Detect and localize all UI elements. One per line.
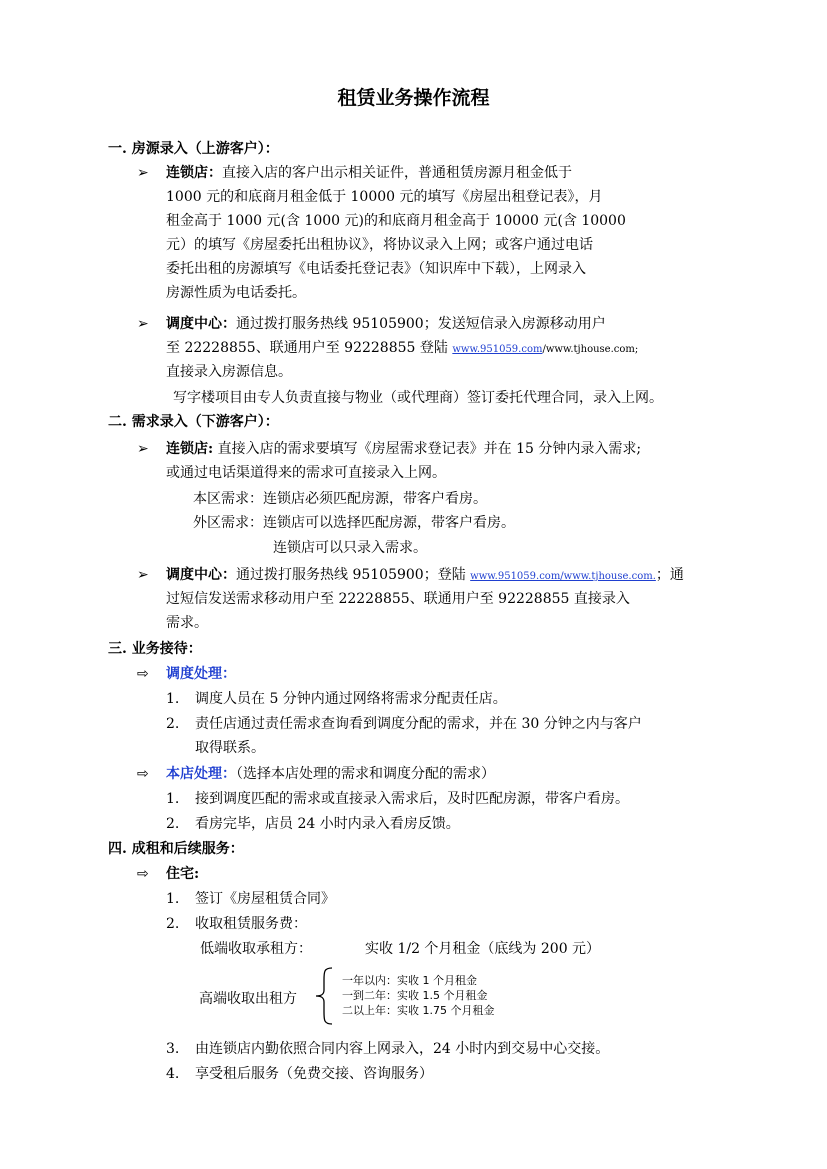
s4-low-label: 低端收取承租方： xyxy=(200,941,312,957)
s4-i4-text: 享受租后服务（免费交接、咨询服务） xyxy=(195,1066,433,1082)
s2-local-demand: 本区需求：连锁店必须匹配房源，带客户看房。 xyxy=(193,491,487,507)
s2-outer-demand-2: 连锁店可以只录入需求。 xyxy=(273,540,427,556)
s3-store-label: 本店处理： xyxy=(166,766,236,782)
s1-note: 写字楼项目由专人负责直接与物业（或代理商）签订委托代理合同，录入上网。 xyxy=(173,390,663,406)
s3-store-line xyxy=(166,762,495,786)
site-link-tjhouse[interactable]: /www.tjhouse.com; xyxy=(542,344,639,355)
s1-chain-store-line-1 xyxy=(166,161,572,185)
s1-label-sep: ： xyxy=(208,165,222,181)
s2-b1-text-1: 直接入店的需求要填写《房屋需求登记表》并在 15 分钟内录入需求; xyxy=(217,441,642,457)
s3-d2-num: 2. xyxy=(166,716,180,732)
s1-b1-text-5: 委托出租的房源填写《电话委托登记表》（知识库中下载），上网录入 xyxy=(166,261,586,277)
s2-dispatch-line-1 xyxy=(166,563,684,589)
s1-b1-text-6: 房源性质为电话委托。 xyxy=(166,285,306,301)
s2-dispatch-sep: ： xyxy=(222,567,236,583)
s2-dispatch-label: 调度中心 xyxy=(166,567,222,583)
s2-b2-text-1: 通过拨打服务热线 95105900；登陆 xyxy=(236,567,466,583)
section-3-heading: 三. 业务接待： xyxy=(108,641,202,657)
s4-i1-num: 1. xyxy=(166,891,180,907)
section-4-heading: 四. 成租和后续服务： xyxy=(108,841,244,857)
s2-b2-text-1b: ；通 xyxy=(655,567,684,583)
s2-b2-text-2: 过短信发送需求移动用户至 22228855、联通用户至 92228855 直接录入 xyxy=(166,591,630,607)
site-link-combined[interactable]: www.951059.com/www.tjhouse.com. xyxy=(470,571,656,582)
s2-b1-text-2: 或通过电话渠道得来的需求可直接录入上网。 xyxy=(166,465,446,481)
s1-b2-text-1: 通过拨打服务热线 95105900；发送短信录入房源移动用户 xyxy=(236,316,606,332)
hollow-arrow-bullet-icon: ⇨ xyxy=(137,866,149,882)
arrow-bullet-icon: ➢ xyxy=(137,567,149,583)
s2-chain-store-label: 连锁店 xyxy=(166,441,208,457)
section-2-heading: 二. 需求录入（下游客户）： xyxy=(108,414,279,430)
s4-residence-label: 住宅: xyxy=(166,866,200,882)
s2-outer-demand: 外区需求：连锁店可以选择匹配房源，带客户看房。 xyxy=(193,515,515,531)
s4-high-option-2: 一到二年：实收 1.5 个月租金 xyxy=(342,989,488,1002)
hollow-arrow-bullet-icon: ⇨ xyxy=(137,766,149,782)
s1-b1-text-1: 直接入店的客户出示相关证件，普通租赁房源月租金低于 xyxy=(222,165,572,181)
s3-d1-num: 1. xyxy=(166,691,180,707)
s1-dispatch-line-1 xyxy=(166,312,606,336)
s4-i3-num: 3. xyxy=(166,1041,180,1057)
s4-high-option-1: 一年以内：实收 1 个月租金 xyxy=(342,974,477,987)
s3-d2-text-1: 责任店通过责任需求查询看到调度分配的需求，并在 30 分钟之内与客户 xyxy=(195,716,642,732)
arrow-bullet-icon: ➢ xyxy=(137,441,149,457)
s2-label-sep: : xyxy=(208,441,214,457)
s1-b2-text-2: 至 22228855、联通用户至 92228855 登陆 xyxy=(166,340,448,356)
curly-brace-icon xyxy=(312,966,336,1026)
section-1-heading: 一. 房源录入（上游客户）： xyxy=(108,141,279,157)
s3-s2-text: 看房完毕，店员 24 小时内录入看房反馈。 xyxy=(195,816,460,832)
s4-low-value: 实收 1/2 个月租金（底线为 200 元） xyxy=(365,941,601,957)
s3-s2-num: 2. xyxy=(166,816,180,832)
s2-chain-store-line-1 xyxy=(166,437,641,461)
page-title: 租赁业务操作流程 xyxy=(337,87,490,109)
s3-s1-text: 接到调度匹配的需求或直接录入需求后，及时匹配房源，带客户看房。 xyxy=(195,791,629,807)
s1-b1-text-3: 租金高于 1000 元(含 1000 元)的和底商月租金高于 10000 元(含 10000 xyxy=(166,213,626,229)
s3-s1-num: 1. xyxy=(166,791,180,807)
s4-i4-num: 4. xyxy=(166,1066,180,1082)
s1-b1-text-4: 元）的填写《房屋委托出租协议》，将协议录入上网；或客户通过电话 xyxy=(166,237,593,253)
arrow-bullet-icon: ➢ xyxy=(137,316,149,332)
s4-i2-num: 2. xyxy=(166,916,180,932)
s1-b1-text-2: 1000 元的和底商月租金低于 10000 元的填写《房屋出租登记表》，月 xyxy=(166,189,603,205)
s3-dispatch-label: 调度处理： xyxy=(166,666,236,682)
s3-d1-text: 调度人员在 5 分钟内通过网络将需求分配责任店。 xyxy=(195,691,507,707)
arrow-bullet-icon: ➢ xyxy=(137,165,149,181)
s1-dispatch-line-2 xyxy=(166,336,638,362)
s3-store-note: （选择本店处理的需求和调度分配的需求） xyxy=(236,766,495,782)
s4-i3-text: 由连锁店内勤依照合同内容上网录入，24 小时内到交易中心交接。 xyxy=(195,1041,610,1057)
s1-chain-store-label: 连锁店 xyxy=(166,165,208,181)
s4-i2-text: 收取租赁服务费： xyxy=(195,916,307,932)
s2-b2-text-3: 需求。 xyxy=(166,615,208,631)
s1-dispatch-sep: ： xyxy=(222,316,236,332)
site-link-951059[interactable]: www.951059.com xyxy=(452,344,543,355)
s4-i1-text: 签订《房屋租赁合同》 xyxy=(195,891,335,907)
s3-d2-text-2: 取得联系。 xyxy=(195,740,265,756)
s1-b2-text-3: 直接录入房源信息。 xyxy=(166,364,292,380)
s4-high-label: 高端收取出租方 xyxy=(199,991,297,1007)
s1-dispatch-label: 调度中心 xyxy=(166,316,222,332)
hollow-arrow-bullet-icon: ⇨ xyxy=(137,666,149,682)
s4-high-option-3: 二以上年：实收 1.75 个月租金 xyxy=(342,1004,495,1017)
